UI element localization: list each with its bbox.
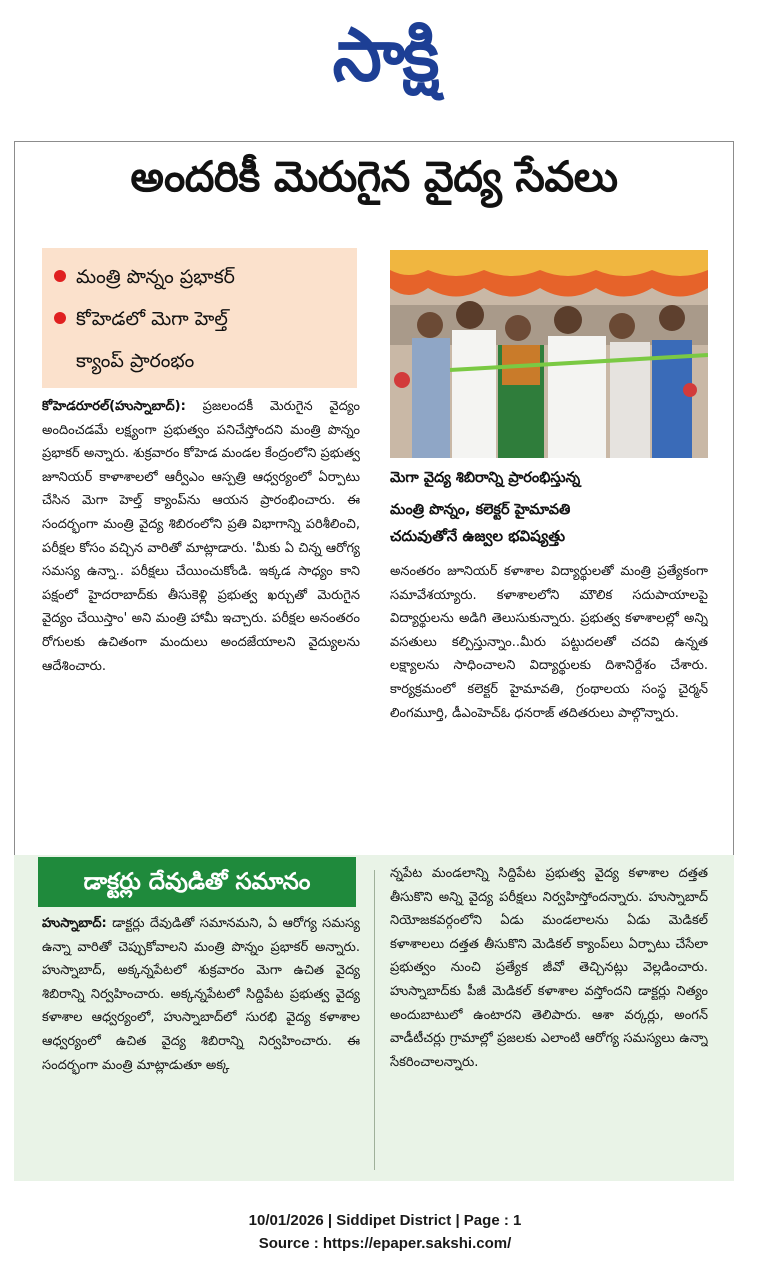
photo-illustration — [390, 250, 708, 458]
masthead-title: సాక్షి — [332, 11, 438, 98]
box-column-right — [390, 862, 708, 1170]
highlight-item — [54, 256, 345, 298]
caption-line: మెగా వైద్య శిబిరాన్ని ప్రారంభిస్తున్న — [390, 470, 581, 486]
masthead-logo — [0, 11, 770, 113]
headline: అందరికీ మెరుగైన వైద్య సేవలు — [130, 152, 618, 201]
article-column-left — [42, 395, 360, 835]
photo-caption — [390, 462, 710, 526]
byline: హుస్నాబాద్: — [42, 916, 107, 931]
column-divider — [374, 870, 375, 1170]
caption-line: మంత్రి పొన్నం, కలెక్టర్ హైమావతి — [390, 502, 571, 518]
highlights-box — [42, 248, 357, 388]
highlight-text: మంత్రి పొన్నం ప్రభాకర్ — [76, 266, 235, 288]
box-title: డాక్టర్లు దేవుడితో సమానం — [38, 857, 356, 907]
box-body: డాక్టర్లు దేవుడితో సమానమని, ఏ ఆరోగ్య సమస్య ఉన్నా వారితో చెప్పుకోవాలని మంత్రి పొన్నం ప్రభాకర్ అన్నారు. హుస్నాబాద్, అక్కన్నపేటలో శుక్రవారం మెగా ఉచిత వైద్య శిబిరాన్ని నిర్వహించారు. అక్కన్నపేటలో సిద్దిపేట ప్రభుత్వ వైద్య కళాశాల ఆధ్వర్యంలో, హుస్నాబాద్‌లో సురభి వైద్య కళాశాల ఆధ్వర్యంలో ఉచిత వైద్య శిబిరాన్ని నిర్వహించారు. ఈ సందర్భంగా మంత్రి మాట్లాడుతూ అక్క — [42, 916, 360, 1073]
highlight-item — [54, 298, 345, 340]
box-column-left — [42, 912, 360, 1170]
subheading: చదువుతోనే ఉజ్వల భవిష్యత్తు — [390, 527, 566, 545]
bullet-icon — [54, 312, 66, 324]
highlight-item — [54, 340, 345, 382]
highlight-text: కోహెడలో మెగా హెల్త్ — [76, 308, 228, 330]
article-body: అనంతరం జూనియర్ కళాశాల విద్యార్థులతో మంత్రి ప్రత్యేకంగా సమావేశయ్యారు. కళాశాలలోని మౌలిక సదుపాయాలపై విద్యార్థులను అడిగి తెలుసుకున్నారు. ప్రభుత్వ కళాశాలల్లో అన్ని వసతులు కల్పిస్తున్నాం..మీరు పట్టుదలతో చదవి ఉన్నత లక్ష్యాలను సాధించాలని విద్యార్థులకు దిశానిర్దేశం చేశారు. కార్యక్రమంలో కలెక్టర్ హైమావతి, గ్రంథాలయ సంస్థ చైర్మన్ లింగమూర్తి, డీఎంహెచ్ఓ ధనరాజ్ తదితరులు పాల్గొన్నారు. — [390, 564, 708, 721]
footer-source: Source : https://epaper.sakshi.com/ — [258, 1235, 512, 1252]
byline: కోహెడరూరల్(హుస్నాబాద్): — [42, 399, 186, 414]
bullet-icon — [54, 270, 66, 282]
box-body: న్నపేట మండలాన్ని సిద్దిపేట ప్రభుత్వ వైద్య కళాశాల దత్తత తీసుకొని అన్ని వైద్య పరీక్షలు నిర్వహిస్తోందన్నారు. హుస్నాబాద్ నియోజకవర్గంలోని ఏడు మండలాలను ఏడు మెడికల్ కళాశాలలు దత్తత తీసుకొని మెడికల్ క్యాంప్‌లు ఏర్పాటు చేసేలా ప్రభుత్వం నుంచి ప్రత్యేక జీవో తెచ్చినట్లు వెల్లడించారు. హుస్నాబాద్‌కు పీజీ మెడికల్ కళాశాల వస్తోందని డాక్టర్లు నిత్యం అందుబాటులో ఉంటారని తెలిపారు. ఆశా వర్కర్లు, అంగన్ వాడీటీచర్లు గ్రామాల్లో ప్రజలకు ఎలాంటి ఆరోగ్య సమస్యలు ఉన్నా సేకరించాలన్నారు. — [390, 866, 708, 1070]
article-body: ప్రజలందకీ మెరుగైన వైద్యం అందించడమే లక్ష్యంగా ప్రభుత్వం పనిచేస్తోందని మంత్రి పొన్నం ప్రభాకర్ అన్నారు. శుక్రవారం కోహెడ మండల కేంద్రంలోని ప్రభుత్వ జూనియర్ కాళాశాలలో ఆర్వీఎం ఆస్పత్రి ఆధ్వర్యంలో ఏర్పాటు చేసిన మెగా హెల్త్ క్యాంప్‌ను ఆయన ప్రారంభించారు. ఈ సందర్భంగా మంత్రి వైద్య శిబిరంలోని ప్రతి విభాగాన్ని పరిశీలించి, పరీక్షల కోసం వచ్చిన వారితో మాట్లాడారు. 'మీకు ఏ చిన్న ఆరోగ్య సమస్య ఉన్నా.. పరీక్షలు చేయించుకోండి. ఇక్కడ సాధ్యం కాని పక్షంలో హైదరాబాద్‌కు తీసుకెళ్లి ప్రభుత్వ ఖర్చుతో మెరుగైన వైద్యం చేయిస్తాం' అని మంత్రి హామీ ఇచ్చారు. పరీక్షల అనంతరం రోగులకు ఉచితంగా మందులు అందజేయాలని వైద్యులను ఆదేశించారు. — [42, 399, 360, 674]
article-column-right — [390, 560, 708, 835]
highlight-text: క్యాంప్ ప్రారంభం — [76, 350, 195, 372]
news-photo — [390, 250, 708, 458]
footer-date: 10/01/2026 | Siddipet District | Page : 1 — [248, 1212, 522, 1229]
